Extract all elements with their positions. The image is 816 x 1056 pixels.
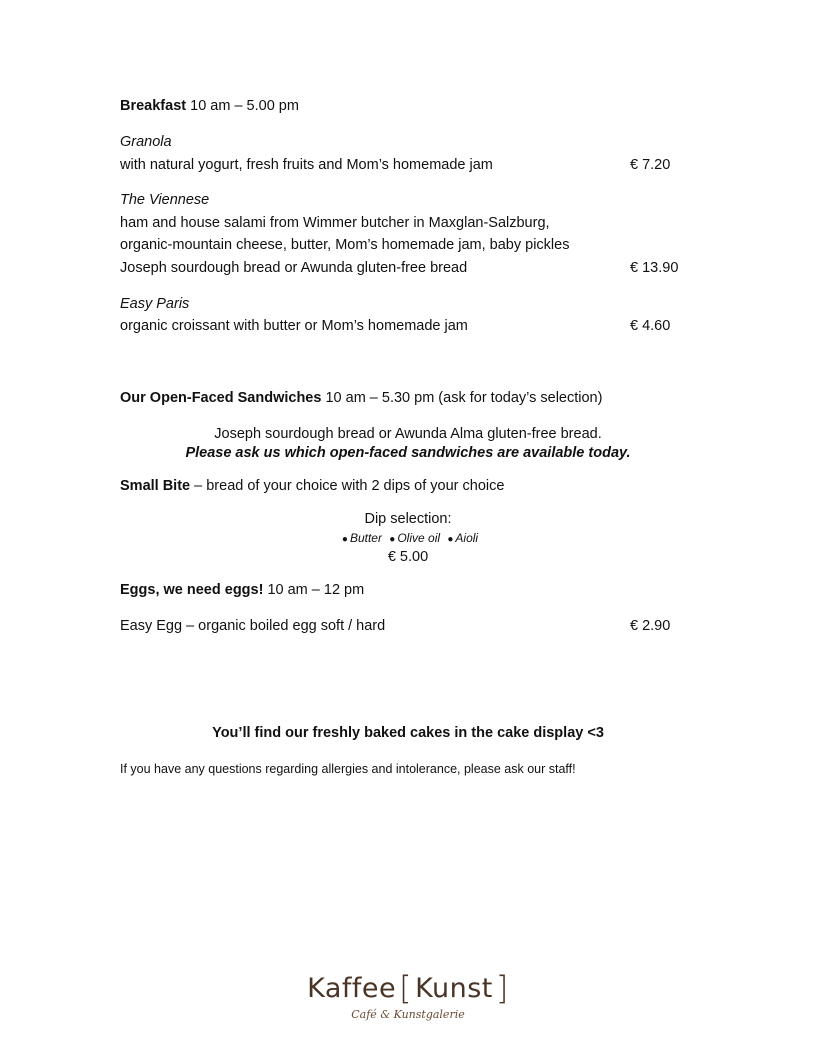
item-price: € 7.20: [630, 157, 671, 173]
ask-note-text: Please ask us which open-faced sandwiches are available today.: [185, 445, 631, 461]
sandwiches-bread-note: Joseph sourdough bread or Awunda Alma gluten-free bread.: [214, 426, 602, 442]
cakes-note: [0, 725, 816, 741]
bracket-left-icon: [: [399, 969, 413, 1007]
logo: [0, 969, 816, 1021]
egg-item: Easy Egg – organic boiled egg soft / hard: [120, 618, 386, 634]
easy-paris-name: Easy Paris: [120, 296, 190, 312]
logo-wordmark: [307, 969, 509, 1007]
bullet-icon: ●: [447, 534, 454, 545]
eggs-heading: [120, 582, 364, 598]
sandwiches-heading: [120, 390, 602, 406]
item-name: [120, 296, 189, 312]
egg-price: € 2.90: [630, 618, 671, 634]
sandwiches-title: Our Open-Faced Sandwiches: [120, 390, 322, 406]
logo-tagline: Café & Kunstgalerie: [351, 1008, 465, 1021]
small-bite-heading: [120, 478, 504, 494]
item-price: € 13.90: [630, 260, 679, 276]
small-bite-description: – bread of your choice with 2 dips of your choice: [194, 478, 505, 494]
bullet-icon: ●: [389, 534, 396, 545]
allergy-note: If you have any questions regarding allergies and intolerance, please ask our staff!: [120, 762, 576, 776]
sandwiches-ask-note: [0, 445, 816, 461]
item-description: ham and house salami from Wimmer butcher in Maxglan-Salzburg,: [120, 215, 550, 231]
item-name: [120, 192, 209, 208]
eggs-title: Eggs, we need eggs!: [120, 582, 264, 598]
breakfast-heading: [120, 98, 299, 114]
small-bite-title: Small Bite: [120, 478, 191, 494]
dip-item: Aioli: [455, 531, 479, 545]
dip-list: [0, 531, 816, 545]
dip-item: Olive oil: [397, 531, 441, 545]
bracket-right-icon: ]: [495, 969, 509, 1007]
item-description: organic-mountain cheese, butter, Mom’s homemade jam, baby pickles: [120, 237, 570, 253]
eggs-hours: 10 am – 12 pm: [267, 582, 365, 598]
dip-heading: Dip selection:: [364, 511, 452, 527]
item-price: € 4.60: [630, 318, 671, 334]
item-description: Joseph sourdough bread or Awunda gluten-free bread: [120, 260, 468, 276]
dip-item: Butter: [349, 531, 382, 545]
logo-word-kunst: Kunst: [415, 972, 493, 1004]
logo-word-kaffee: Kaffee: [307, 972, 397, 1004]
sandwiches-hours: 10 am – 5.30 pm (ask for today’s selection): [325, 390, 603, 406]
breakfast-hours: 10 am – 5.00 pm: [190, 98, 299, 114]
bullet-icon: ●: [341, 534, 348, 545]
item-description: with natural yogurt, fresh fruits and Mom’s homemade jam: [120, 157, 493, 173]
item-name: [120, 134, 172, 150]
cakes-note-text: You’ll find our freshly baked cakes in the cake display <3: [212, 725, 604, 741]
viennese-name: The Viennese: [120, 192, 210, 208]
small-bite-price: € 5.00: [387, 549, 429, 565]
breakfast-title: Breakfast: [120, 98, 187, 114]
item-description: organic croissant with butter or Mom’s homemade jam: [120, 318, 468, 334]
granola-name: Granola: [120, 134, 172, 150]
